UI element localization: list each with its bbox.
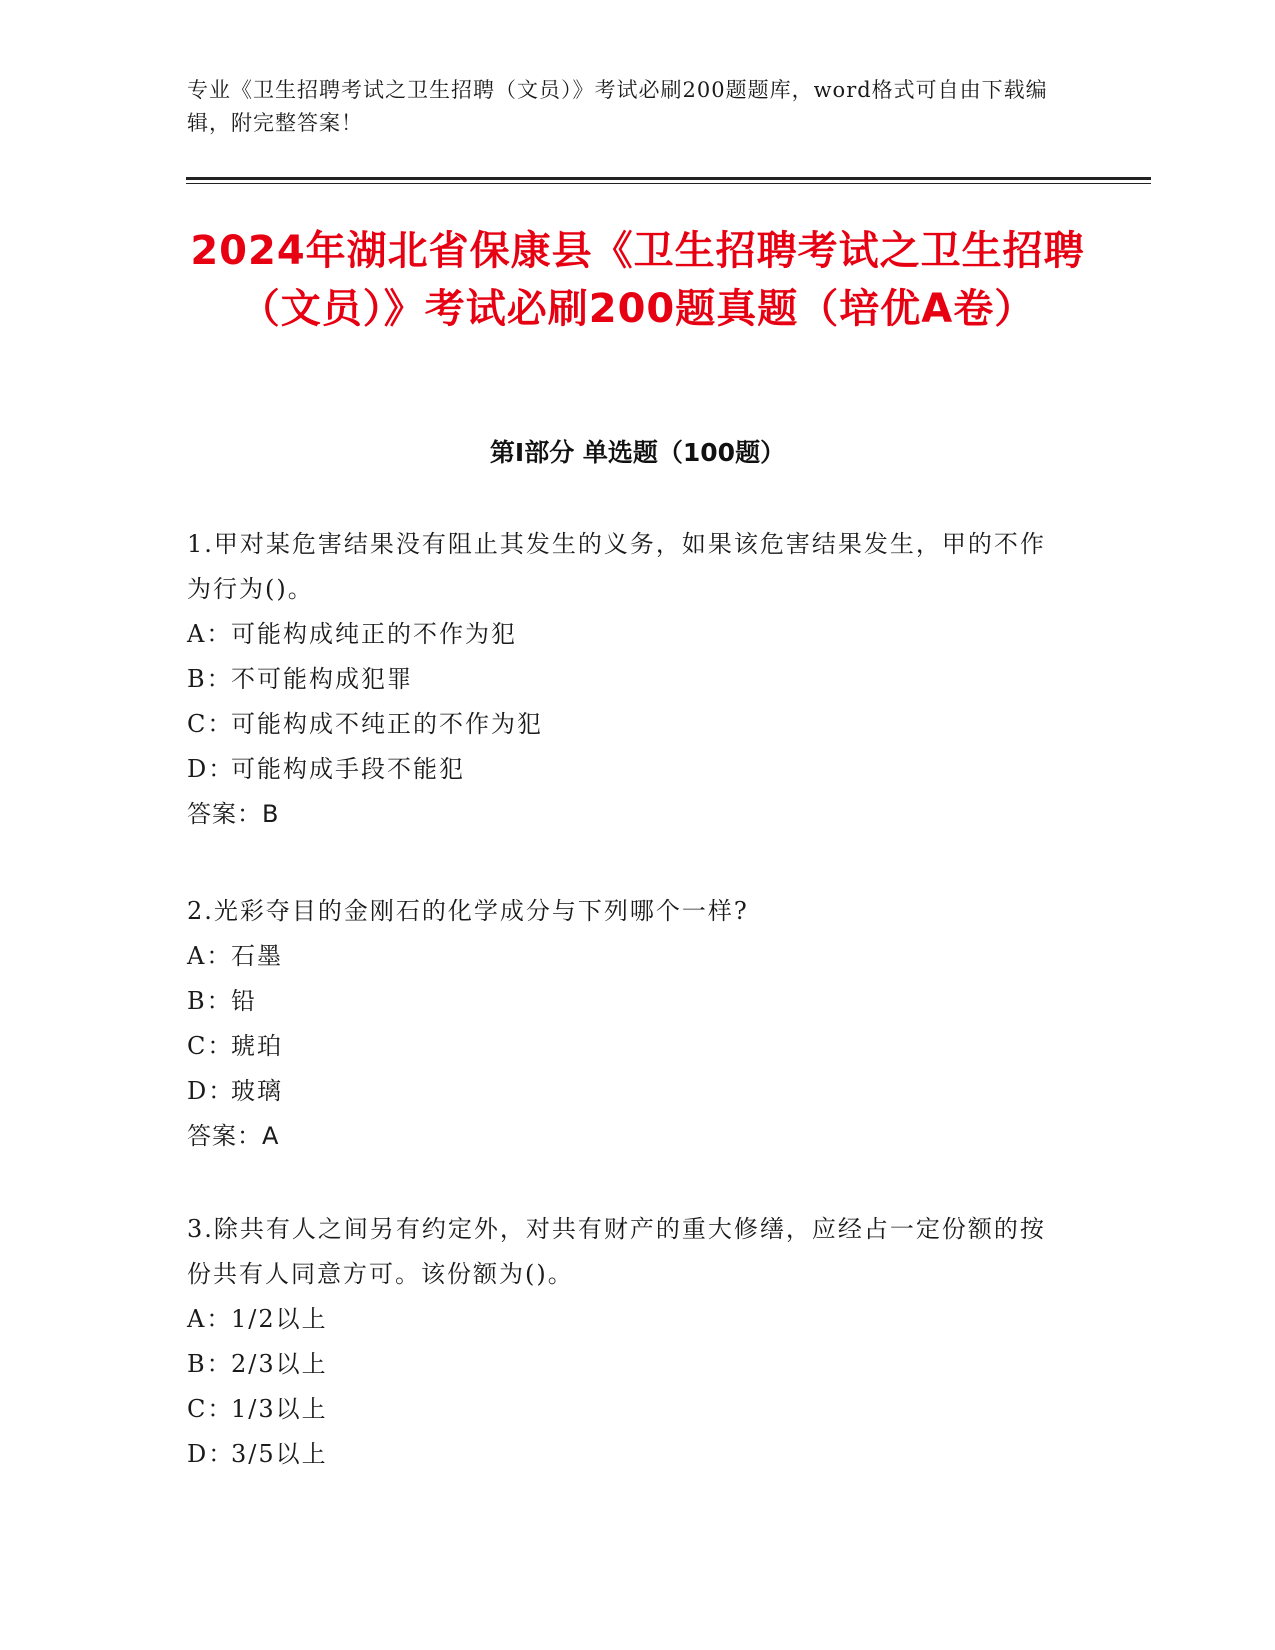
answer-line: 答案：A [187, 1122, 280, 1150]
option-d [187, 1069, 1067, 1114]
question-block [187, 1207, 1067, 1477]
option-text: 1/3以上 [231, 1395, 328, 1423]
option-text: 可能构成手段不能犯 [231, 755, 465, 783]
option-text: 琥珀 [231, 1032, 283, 1060]
option-letter: D： [187, 1440, 235, 1468]
header-note: 专业《卫生招聘考试之卫生招聘（文员）》考试必刷200题题库，word格式可自由下载编辑，附完整答案！ [187, 78, 1048, 135]
option-text: 玻璃 [231, 1077, 283, 1105]
option-letter: A： [187, 942, 233, 970]
header-divider-thick [186, 177, 1151, 180]
option-letter: A： [187, 1305, 233, 1333]
option-letter: D： [187, 1077, 235, 1105]
option-letter: C： [187, 1032, 234, 1060]
option-text: 不可能构成犯罪 [231, 665, 413, 693]
option-letter: C： [187, 1395, 234, 1423]
option-letter: B： [187, 1350, 233, 1378]
option-d [187, 1432, 1067, 1477]
option-text: 2/3以上 [231, 1350, 328, 1378]
option-a [187, 934, 1067, 979]
option-text: 可能构成不纯正的不作为犯 [231, 710, 543, 738]
option-text: 可能构成纯正的不作为犯 [231, 620, 517, 648]
option-letter: B： [187, 987, 233, 1015]
option-text: 铅 [231, 987, 257, 1015]
answer-line: 答案：B [187, 800, 280, 828]
option-b [187, 1342, 1067, 1387]
header-divider-thin [186, 183, 1151, 184]
option-text: 石墨 [231, 942, 283, 970]
question-text: 3.除共有人之间另有约定外，对共有财产的重大修缮，应经占一定份额的按份共有人同意方可。该份额为()。 [187, 1215, 1046, 1288]
question-block [187, 522, 1067, 837]
option-c [187, 1387, 1067, 1432]
option-letter: C： [187, 710, 234, 738]
option-c [187, 702, 1067, 747]
section-heading: 第I部分 单选题（100题） [489, 438, 786, 467]
option-text: 3/5以上 [231, 1440, 328, 1468]
option-d [187, 747, 1067, 792]
option-letter: A： [187, 620, 233, 648]
option-a [187, 612, 1067, 657]
option-letter: D： [187, 755, 235, 783]
option-b [187, 657, 1067, 702]
question-text: 2.光彩夺目的金刚石的化学成分与下列哪个一样? [187, 897, 749, 925]
option-text: 1/2以上 [231, 1305, 328, 1333]
question-block [187, 889, 1067, 1159]
option-letter: B： [187, 665, 233, 693]
question-text: 1.甲对某危害结果没有阻止其发生的义务，如果该危害结果发生，甲的不作为行为()。 [187, 530, 1046, 603]
option-a [187, 1297, 1067, 1342]
option-b [187, 979, 1067, 1024]
option-c [187, 1024, 1067, 1069]
document-title: 2024年湖北省保康县《卫生招聘考试之卫生招聘（文员）》考试必刷200题真题（培优A卷） [190, 228, 1085, 332]
